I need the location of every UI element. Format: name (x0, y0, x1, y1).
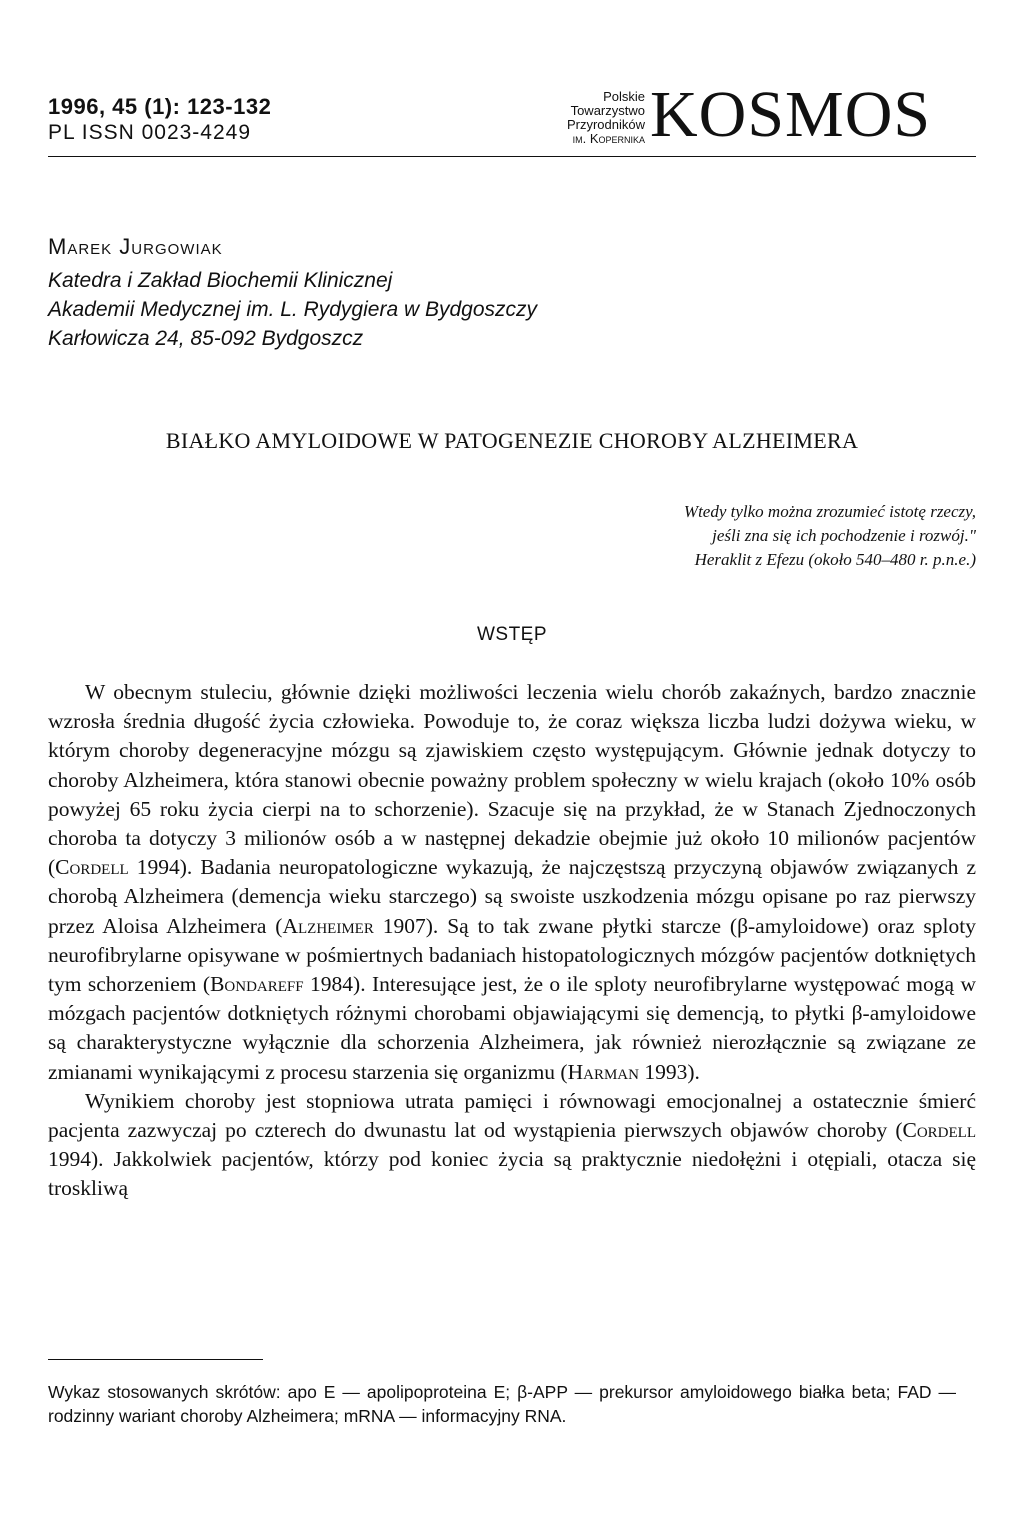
citation-author: Harman (567, 1059, 639, 1084)
citation-author: Cordell (55, 855, 129, 880)
society-line: Przyrodników (566, 117, 645, 132)
epigraph-line: Wtedy tylko można zrozumieć istotę rzeczy, (683, 502, 976, 521)
paragraph-text: 1994). Badania neuropatologiczne wykazują, że najczęstszą przyczyną objawów związanych z chorobą Alzheimera (demencja wieku starczego) są swoiste uszkodzenia mózgu opisane po raz pierwszy przez Aloisa Alzheimera ( (48, 855, 976, 938)
society-line: Towarzystwo (570, 103, 645, 118)
epigraph-line: jeśli zna się ich pochodzenie i rozwój." (712, 526, 976, 545)
issn: PL ISSN 0023-4249 (48, 121, 252, 144)
paragraph-text: 1994). Jakkolwiek pacjentów, którzy pod koniec życia są praktycznie niedołężni i otępiali, otacza się troskliwą (48, 1147, 976, 1201)
society-patron: im. Kopernika (572, 131, 645, 146)
journal-citation: 1996, 45 (1): 123-132 (48, 94, 272, 119)
body-text (48, 678, 976, 1204)
author-affiliation (48, 266, 537, 353)
epigraph-attribution: Heraklit z Efezu (około 540–480 r. p.n.e.) (694, 550, 976, 569)
body-paragraph (48, 1087, 976, 1204)
header-rule (48, 156, 976, 157)
citation-author: Alzheimer (282, 913, 374, 938)
body-paragraph (48, 678, 976, 1087)
footnote-rule (48, 1359, 263, 1360)
journal-title: KOSMOS (650, 78, 932, 151)
society-line: Polskie (603, 89, 645, 104)
paragraph-text: W obecnym stuleciu, głównie dzięki możliwości leczenia wielu chorób zakaźnych, bardzo znacznie wzrosła średnia długość życia człowieka. Powoduje to, że coraz większa liczba ludzi dożywa wieku, w którym choroby degeneracyjne mózgu są zjawiskiem często występującym. Głównie jednak dotyczy to choroby Alzheimera, która stanowi obecnie poważny problem społeczny w wielu krajach (około 10% osób powyżej 65 roku życia cierpi na to schorzenie). Szacuje się na przykład, że w Stanach Zjednoczonych choroba ta dotyczy 3 milionów osób a w następnej dekadzie obejmie już około 10 milionów pacjentów ( (48, 680, 976, 880)
paragraph-text: Wynikiem choroby jest stopniowa utrata pamięci i równowagi emocjonalnej a ostatecznie śmierć pacjenta zazwyczaj po czterech do dwunastu lat od wystąpienia pierwszych objawów choroby ( (48, 1088, 976, 1143)
citation-block (48, 94, 271, 146)
affiliation-line: Akademii Medycznej im. L. Rydygiera w Bydgoszczy (48, 298, 538, 321)
paragraph-text: 1984). Interesujące jest, że o ile sploty neurofibrylarne występować mogą w mózgach pacjentów dotkniętych różnymi chorobami objawiającymi się demencją, to płytki β-amyloidowe są charakterystyczne wyłącznie dla schorzenia Alzheimera, jak również nierozłącznie są związane ze zmianami wynikającymi z procesu starzenia się organizmu ( (48, 972, 976, 1084)
paragraph-text: 1993). (638, 1059, 700, 1084)
footnote: Wykaz stosowanych skrótów: apo E — apolipoproteina E; β-APP — prekursor amyloidowego białka beta; FAD — rodzinny wariant choroby Alzheimera; mRNA — informacyjny RNA. (48, 1382, 956, 1426)
article-title: BIAŁKO AMYLOIDOWE W PATOGENEZIE CHOROBY ALZHEIMERA (165, 428, 859, 453)
paragraph-text: 1907). Są to tak zwane płytki starcze (β-amyloidowe) oraz sploty neurofibrylarne opisywane w pośmiertnych badaniach histopatologicznych mózgów pacjentów dotkniętych tym schorzeniem ( (48, 913, 976, 997)
affiliation-line: Karłowicza 24, 85-092 Bydgoszcz (48, 327, 364, 350)
society-name (505, 90, 645, 146)
section-heading: WSTĘP (476, 624, 548, 645)
epigraph (684, 500, 976, 572)
author-name: Marek Jurgowiak (48, 234, 223, 259)
citation-author: Bondareff (210, 972, 304, 997)
affiliation-line: Katedra i Zakład Biochemii Klinicznej (48, 269, 393, 292)
citation-author: Cordell (902, 1118, 976, 1143)
